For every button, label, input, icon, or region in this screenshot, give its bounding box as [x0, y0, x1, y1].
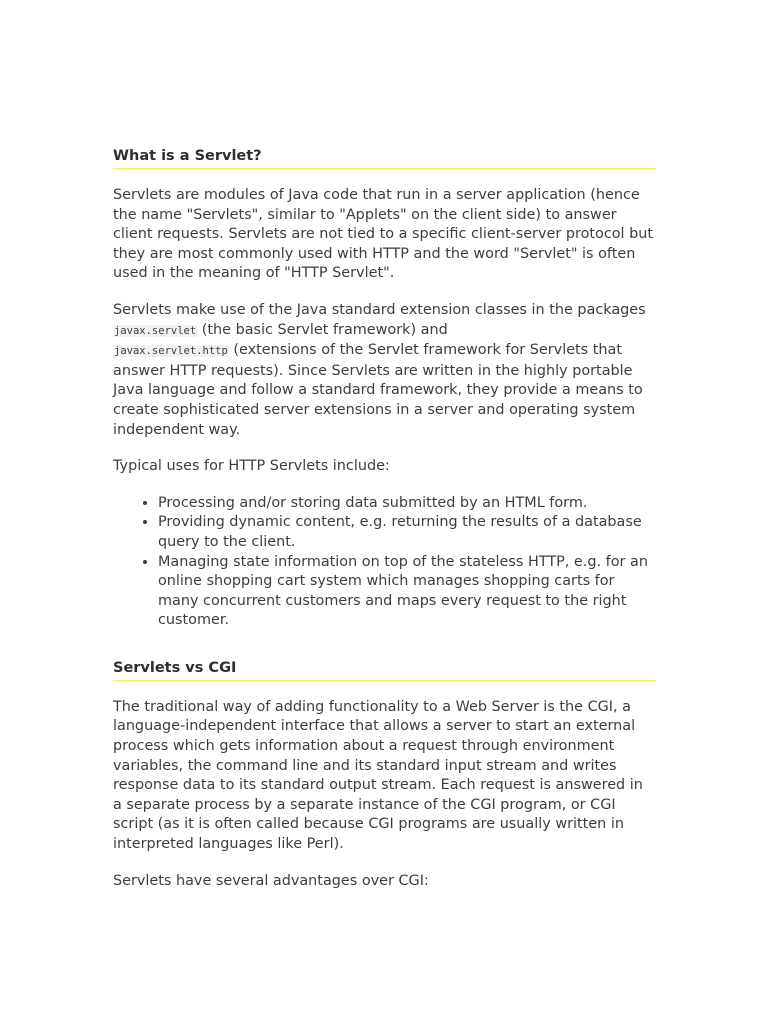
- paragraph-servlet-definition: Servlets are modules of Java code that run in a server application (hence the name "Servlets", similar to "Applets" on the client side) to answer client requests. Servlets are not tied to a specific client-server protocol but they are most commonly used with HTTP and the word "Servlet" is often used in the meaning of "HTTP Servlet".: [113, 187, 654, 282]
- list-item: • Managing state information on top of the stateless HTTP, e.g. for an online shopping cart system which manages shopping carts for many concurrent customers and maps every request to the right customer.: [158, 553, 656, 631]
- packages-text-a: Servlets make use of the Java standard extension classes in the packages: [113, 301, 646, 318]
- typical-uses-list: [113, 494, 656, 631]
- paragraph-servlet-packages: [113, 301, 656, 440]
- heading-servlets-vs-cgi: Servlets vs CGI: [113, 658, 656, 681]
- paragraph-advantages: Servlets have several advantages over CGI:: [113, 872, 429, 889]
- paragraph-typical-uses: Typical uses for HTTP Servlets include:: [113, 458, 390, 475]
- list-item: • Providing dynamic content, e.g. returning the results of a database query to the client.: [158, 513, 656, 552]
- code-javax-servlet-http: javax.servlet.http: [114, 345, 228, 358]
- packages-text-c: (extensions of the Servlet framework for Servlets that answer HTTP requests). Since Servlets are written in the highly portable Java language and follow a standard framework, they provide a means to create sophisticated server extensions in a server and operating system independent way.: [113, 342, 643, 438]
- code-javax-servlet: javax.servlet: [114, 324, 197, 337]
- packages-text-b: (the basic Servlet framework) and: [197, 321, 448, 338]
- heading-what-is-servlet: What is a Servlet?: [113, 146, 656, 169]
- paragraph-cgi-description: The traditional way of adding functionality to a Web Server is the CGI, a language-independent interface that allows a server to start an external process which gets information about a request through environment variables, the command line and its standard input stream and writes response data to its standard output stream. Each request is answered in a separate process by a separate instance of the CGI program, or CGI script (as it is often called because CGI programs are usually written in interpreted languages like Perl).: [113, 698, 643, 853]
- list-item: • Processing and/or storing data submitted by an HTML form.: [158, 494, 656, 514]
